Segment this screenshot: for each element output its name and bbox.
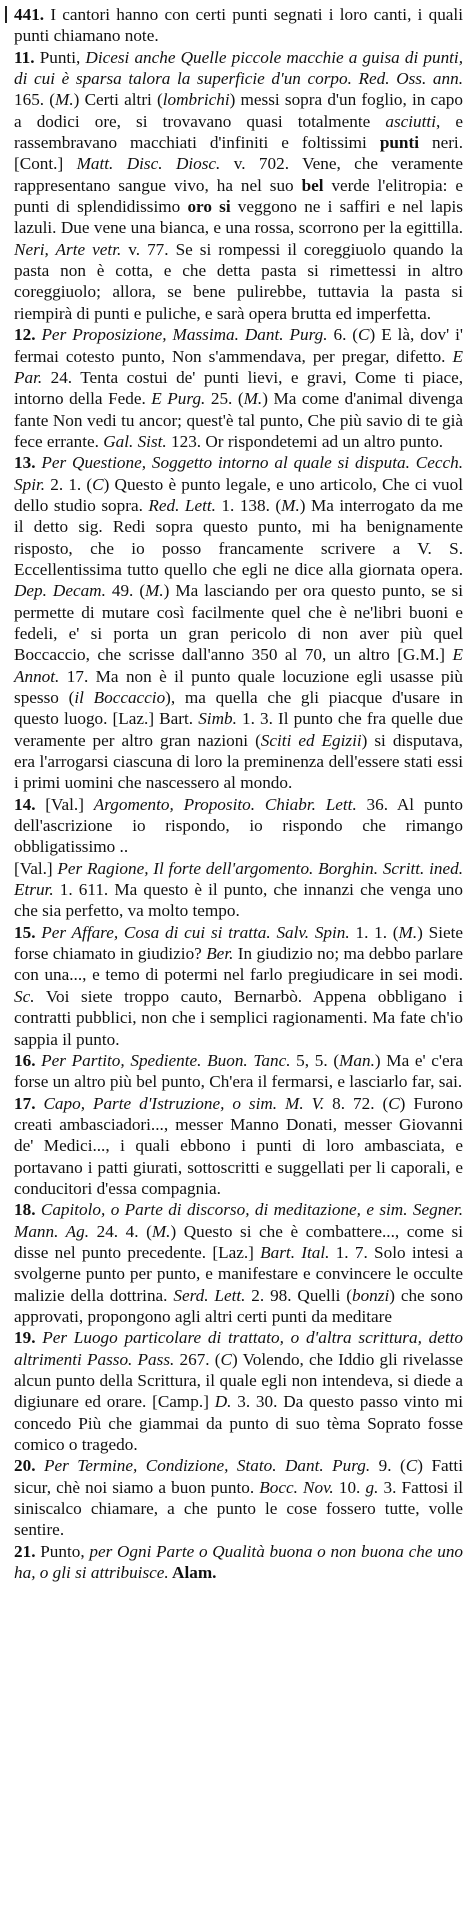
bold-text: 14. xyxy=(14,794,46,814)
italic-text: C xyxy=(358,325,370,345)
italic-text: Sciti ed Egizii xyxy=(260,730,362,750)
italic-text: Per Luogo particolare di trattato, o d'altra scrittura, detto altrimenti Passo. Pass. xyxy=(14,1328,463,1369)
italic-text: il Boccaccio xyxy=(74,688,166,707)
italic-text: C xyxy=(220,1349,232,1369)
entry-paragraph xyxy=(14,4,463,47)
italic-text: Bart. Ital. xyxy=(260,1242,330,1262)
body-text: 2. 1. ( xyxy=(45,474,93,494)
italic-text: Red. Lett. xyxy=(148,495,216,515)
bold-text: 12. xyxy=(14,325,42,345)
bold-text: 441. xyxy=(14,5,51,24)
body-text: v. 77. Se si rompessi il coreggiuolo quando la pasta non è cotta, e che detta pasta si rimettessi in altro coreggiuolo; allora, se bene pulirebbe, tuttavia la pasta si riempirà di punti e puliche, e sarà opera brutta ed imperfetta. xyxy=(14,239,463,323)
body-text: 123. Or rispondetemi ad un altro punto. xyxy=(166,431,444,451)
body-text: 165. ( xyxy=(14,90,56,110)
body-text: 1. 138. ( xyxy=(215,495,282,515)
body-text: 25. ( xyxy=(205,389,244,409)
italic-text: Man. xyxy=(339,1050,375,1070)
italic-text: Matt. Disc. Diosc. xyxy=(76,154,221,174)
entry-paragraph xyxy=(14,1199,463,1327)
italic-text: E Purg. xyxy=(151,389,206,409)
italic-text: E Annot. xyxy=(14,645,463,686)
entry-paragraph xyxy=(14,858,463,922)
entry-paragraph xyxy=(14,1327,463,1455)
body-text: 1. 611. Ma questo è il punto, che innanzi che venga uno che sia perfetto, va molto tempo. xyxy=(14,880,463,921)
italic-text: Per Partito, Spediente. Buon. Tanc. xyxy=(41,1050,291,1070)
body-text: Voi siete troppo cauto, Bernarbò. Appena obbligano i contratti pubblici, non che i semplici ragionamenti. Ma fate ch'io sappia il punto. xyxy=(14,986,463,1049)
italic-text: g. xyxy=(365,1477,379,1497)
italic-text: Per Affare, Cosa di cui si tratta. Salv. Spin. xyxy=(41,922,350,942)
italic-text: lombrichi xyxy=(162,90,230,110)
bold-text: bel xyxy=(301,175,324,195)
italic-text: bonzi xyxy=(351,1285,390,1305)
italic-text: Serd. Lett. xyxy=(173,1285,246,1305)
body-text: 49. ( xyxy=(105,581,146,601)
body-text: 3. Fattosi il siniscalco chiamare, a che punto le cose fossero tutte, volle sentire. xyxy=(14,1477,463,1540)
italic-text: E Par. xyxy=(14,346,463,387)
body-text: ), ma quella che gli piacque d'usare in questo luogo. [Laz.] Bart. xyxy=(14,688,463,729)
italic-text: M. xyxy=(398,922,418,942)
entry-paragraph xyxy=(14,1050,463,1093)
body-text: ) Questo si che è combattere..., come si disse nel punto precedente. [Laz.] xyxy=(14,1221,463,1262)
body-text: 6. ( xyxy=(333,325,359,345)
entry-paragraph xyxy=(14,47,463,324)
italic-text: Per Questione, Soggetto intorno al quale si disputa. Cecch. Spir. xyxy=(14,453,463,494)
body-text: ) si disputava, era l'arrogarsi ciascuna di loro la preminenza dell'essere stati essi i primi uomini che nascessero al mondo. xyxy=(14,730,463,793)
entry-paragraph xyxy=(14,1093,463,1200)
italic-text: Bocc. Nov. xyxy=(259,1477,334,1497)
italic-text: C xyxy=(405,1456,418,1476)
italic-text: C xyxy=(388,1093,400,1113)
italic-text: Argomento, Proposito. Chiabr. Lett. xyxy=(93,794,357,814)
body-text: ) Ma lasciando per ora questo punto, se si permette di mutare così facilmente quel che è ne'libri buoni e fedeli, e' si porta un gran pericolo di non aver più quel Boccaccio, che scrisse dall'anno 350 al 70, un altro [G.M.] xyxy=(14,581,463,665)
body-text: [Val.] xyxy=(14,858,58,878)
italic-text: Ber. xyxy=(206,944,234,964)
italic-text: Dep. Decam. xyxy=(14,581,106,601)
body-text: [Val.] xyxy=(45,794,94,814)
body-text: 5, 5. ( xyxy=(290,1050,340,1070)
body-text: ) Furono creati ambasciadori..., messer Manno Donati, messer Giovanni de' Medici..., i quali ebbono i punti di loro ambasciata, e portavano i patti giurati, sottoscritti e suggellati per li caporali, e conducitori d'essa compagnia. xyxy=(14,1093,463,1198)
margin-rule xyxy=(5,6,7,23)
italic-text: D. xyxy=(214,1392,232,1412)
body-text: verde l'elitropia: e punti di splendidissimo xyxy=(14,175,463,217)
body-text: ) Siete forse chiamato in giudizio? xyxy=(14,922,464,964)
body-text: , e rassembravano macchiati d'infiniti e foltissimi xyxy=(14,111,463,153)
bold-text: 16. xyxy=(14,1050,42,1070)
entry-paragraph xyxy=(14,794,463,858)
body-text: v. 702. Vene, che veramente rappresentano sangue vivo, ha nel suo xyxy=(14,154,463,195)
italic-text: M. xyxy=(55,90,74,110)
italic-text: Dicesi anche Quelle piccole macchie a guisa di punti, di cui è sparsa talora la superficie d'un corpo. Red. Oss. ann. xyxy=(14,47,464,89)
body-text: ) Fatti sicur, chè noi siamo a buon punto. xyxy=(14,1456,463,1497)
italic-text: Per Termine, Condizione, Stato. Dant. Purg. xyxy=(43,1456,371,1476)
entry-paragraph xyxy=(14,324,463,452)
italic-text: Neri, Arte vetr. xyxy=(14,239,122,259)
bold-text: 19. xyxy=(14,1328,43,1348)
body-text: ) Ma e' c'era forse un altro più bel punto, Ch'era il fermarsi, e lasciarlo far, sai. xyxy=(14,1050,463,1092)
body-text: ) messi sopra d'un foglio, in capo a dodici ore, si trovavano quasi totalmente xyxy=(14,90,463,131)
body-text: ) che sono approvati, propongono agli altri certi punti da meditare xyxy=(14,1285,464,1326)
body-text: 1. 3. Il punto che fra quelle due veramente per altro gran nazioni ( xyxy=(14,709,464,750)
entry-paragraph xyxy=(14,452,463,794)
body-text: neri. [Cont.] xyxy=(14,133,463,174)
body-text: 267. ( xyxy=(174,1349,221,1369)
bold-text: punti xyxy=(379,133,419,153)
body-text: ) Ma come d'animal divenga fante Non vedi tu ancor; quest'è tal punto, Che più savio di te già fece errante. xyxy=(14,389,463,451)
entry-paragraph xyxy=(14,1541,463,1584)
body-text: 24. 4. ( xyxy=(89,1221,152,1241)
body-text: ) Questo è punto legale, e uno articolo, Che ci vuol dello studio sopra. xyxy=(14,474,463,515)
body-text: ) E là, dov' i' fermai cotesto punto, Non s'ammendava, per pregar, difetto. xyxy=(14,325,463,366)
italic-text: M. xyxy=(281,495,300,515)
body-text: I cantori hanno con certi punti segnati i loro canti, i quali punti chiamano note. xyxy=(14,5,463,46)
body-text: Punto, xyxy=(40,1541,90,1561)
body-text: veggono ne i saffiri e nel lapis lazuli. Due vene una bianca, e una rossa, scorrono per la egittilla. xyxy=(14,197,463,238)
italic-text: M. xyxy=(243,389,263,409)
italic-text: Capo, Parte d'Istruzione, o sim. M. V. xyxy=(43,1093,325,1113)
body-text: 36. Al punto dell'ascrizione io rispondo, io rispondo che rimango obbligatissimo .. xyxy=(14,794,464,857)
italic-text: Per Ragione, Il forte dell'argomento. Borghin. Scritt. ined. Etrur. xyxy=(14,858,463,900)
body-text: 1. 1. ( xyxy=(349,922,399,942)
body-text: 3. 30. Da questo passo vinto mi concedo Più che giammai da punto di suo tèma Soprato fosse comico o tragedo. xyxy=(14,1392,463,1455)
body-text: 1. 7. Solo intesi a svolgerne punto per punto, e manifestare e convincere le occulte malizie della dottrina. xyxy=(14,1242,463,1305)
bold-text: 20. xyxy=(14,1456,44,1476)
body-text: ) Volendo, che Iddio gli rivelasse alcun punto della Scrittura, il quale egli non intendeva, si diede a digiunare ed orare. [Camp.] xyxy=(14,1349,464,1412)
body-text: 24. Tenta costui de' punti lievi, e gravi, Come ti piace, intorno della Fede. xyxy=(14,367,463,409)
body-text: In giudizio no; ma debbo parlare con una..., e temo di potermi nel farlo pregiudicare in sei modi. xyxy=(14,944,463,985)
body-text: Punti, xyxy=(39,47,86,67)
body-text: 2. 98. Quelli ( xyxy=(245,1285,352,1305)
italic-text: Per Proposizione, Massima. Dant. Purg. xyxy=(41,325,334,345)
italic-text: Sc. xyxy=(14,986,35,1006)
italic-text: Capitolo, o Parte di discorso, di meditazione, e sim. Segner. Mann. Ag. xyxy=(14,1200,463,1241)
entry-paragraph xyxy=(14,922,463,1050)
body-text: ) Ma interrogato da me il detto sig. Redi sopra questo punto, mi ha benignamente risposto, che io posso francamente scrivere a V. S. Eccellentissima tutto quello che egli ne dice alla giornata opera. xyxy=(14,495,463,579)
bold-text: oro si xyxy=(187,197,231,217)
bold-text: 13. xyxy=(14,453,42,473)
body-text: ) Certi altri ( xyxy=(73,90,163,110)
bold-text: Alam. xyxy=(168,1563,217,1583)
bold-text: 18. xyxy=(14,1200,41,1220)
bold-text: 21. xyxy=(14,1541,41,1561)
italic-text: asciutti xyxy=(385,111,436,131)
body-text: 8. 72. ( xyxy=(324,1093,389,1113)
body-text: 10. xyxy=(333,1477,366,1497)
italic-text: M. xyxy=(145,581,164,601)
italic-text: Simb. xyxy=(198,709,237,729)
body-text: 9. ( xyxy=(370,1456,406,1476)
bold-text: 11. xyxy=(14,47,40,67)
body-text: 17. Ma non è il punto quale locuzione egli usasse più spesso ( xyxy=(14,666,463,707)
italic-text: per Ogni Parte o Qualità buona o non buona che uno ha, o gli si attribuisce. xyxy=(14,1541,464,1583)
bold-text: 15. xyxy=(14,922,42,942)
entry-paragraph xyxy=(14,1455,463,1540)
italic-text: Gal. Sist. xyxy=(103,431,167,451)
italic-text: C xyxy=(92,474,104,494)
bold-text: 17. xyxy=(14,1093,44,1113)
italic-text: M. xyxy=(151,1221,171,1241)
